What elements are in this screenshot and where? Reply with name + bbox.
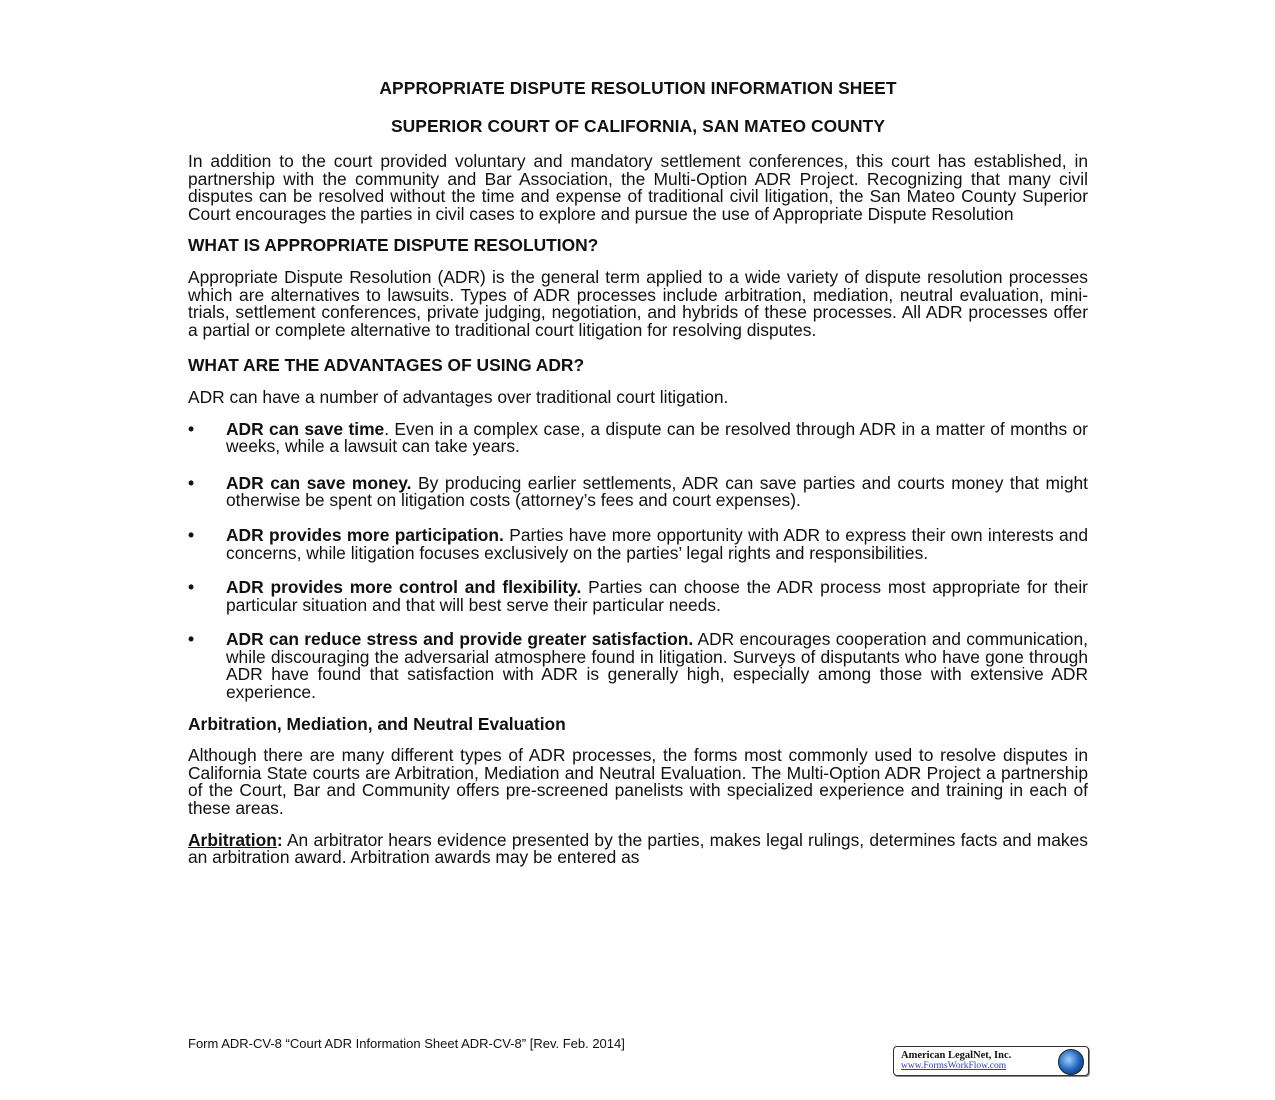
arbitration-colon: : [276, 829, 283, 850]
arbitration-term: Arbitration [188, 829, 277, 850]
section-heading-arbitration-mediation: Arbitration, Mediation, and Neutral Evaluation [188, 713, 566, 734]
bullet-lead: ADR can save time [226, 418, 385, 439]
bullet-icon: • [188, 472, 195, 493]
processes-paragraph: Although there are many different types of ADR processes, the forms most commonly used to resolve disputes in California State courts are Arbitration, Mediation and Neutral Evaluation. The Multi-Option ADR Project a partnership of the Court, Bar and Community offers pre-screened panelists with specialized experience and training in each of these areas. [188, 745, 1088, 819]
bullet-icon: • [188, 524, 195, 545]
globe-icon [1058, 1049, 1084, 1075]
list-item [188, 631, 1088, 701]
list-item [188, 472, 1088, 511]
bullet-text: By producing earlier settlements, ADR can save parties and courts money that might otherwise be spent on litigation costs (attorney’s fees and court expenses). [226, 472, 1088, 511]
bullet-lead: ADR provides more participation. [226, 524, 504, 545]
bullet-text: Parties can choose the ADR process most appropriate for their particular situation and that will best serve their particular needs. [226, 577, 1088, 615]
logo-company-name: American LegalNet, Inc. [901, 1050, 1012, 1061]
arbitration-text: An arbitrator hears evidence presented by the parties, makes legal rulings, determines facts and makes an arbitration award. Arbitration awards may be entered as [188, 829, 1088, 868]
bullet-icon: • [188, 418, 195, 439]
advantages-list [188, 418, 1088, 703]
bullet-lead: ADR can save money. [226, 472, 412, 493]
list-item [188, 418, 1088, 457]
form-footer: Form ADR-CV-8 “Court ADR Information Sheet ADR-CV-8” [Rev. Feb. 2014] [188, 1036, 625, 1051]
section-heading-advantages: WHAT ARE THE ADVANTAGES OF USING ADR? [188, 355, 585, 376]
bullet-text: Parties have more opportunity with ADR to express their own interests and concerns, while litigation focuses exclusively on the parties’ legal rights and responsibilities. [226, 524, 1088, 563]
bullet-lead: ADR provides more control and flexibility. [226, 577, 582, 598]
bullet-text: ADR encourages cooperation and communication, while discouraging the adversarial atmosphere found in litigation. Surveys of disputants who have gone through ADR have found that satisfaction with ADR is generally high, especially among those with extensive ADR experience. [226, 629, 1088, 703]
section-heading-what-is-adr: WHAT IS APPROPRIATE DISPUTE RESOLUTION? [188, 235, 599, 256]
logo-url-link[interactable]: www.FormsWorkFlow.com [901, 1061, 1007, 1071]
bullet-lead: ADR can reduce stress and provide greater satisfaction. [226, 629, 694, 650]
advantages-intro: ADR can have a number of advantages over traditional court litigation. [188, 386, 729, 407]
american-legalnet-logo[interactable] [893, 1046, 1089, 1076]
court-name: SUPERIOR COURT OF CALIFORNIA, SAN MATEO COUNTY [390, 116, 886, 136]
document-title: APPROPRIATE DISPUTE RESOLUTION INFORMATION SHEET [379, 78, 897, 98]
bullet-icon: • [188, 577, 195, 598]
what-is-adr-paragraph: Appropriate Dispute Resolution (ADR) is the general term applied to a wide variety of dispute resolution processes which are alternatives to lawsuits. Types of ADR processes include arbitration, mediation, neutral evaluation, mini-trials, settlement conferences, private judging, negotiation, and hybrids of these processes. All ADR processes offer a partial or complete alternative to traditional court litigation for resolving disputes. [188, 266, 1088, 340]
bullet-text: . Even in a complex case, a dispute can be resolved through ADR in a matter of months or weeks, while a lawsuit can take years. [226, 418, 1088, 457]
bullet-icon: • [188, 629, 195, 650]
document-page [188, 78, 1088, 867]
list-item [188, 579, 1088, 614]
intro-paragraph: In addition to the court provided voluntary and mandatory settlement conferences, this court has established, in partnership with the community and Bar Association, the Multi-Option ADR Project. Recognizing that many civil disputes can be resolved without the time and expense of traditional civil litigation, the San Mateo County Superior Court encourages the parties in civil cases to explore and pursue the use of Appropriate Dispute Resolution [188, 151, 1088, 224]
arbitration-paragraph [188, 829, 1088, 868]
list-item [188, 524, 1088, 563]
